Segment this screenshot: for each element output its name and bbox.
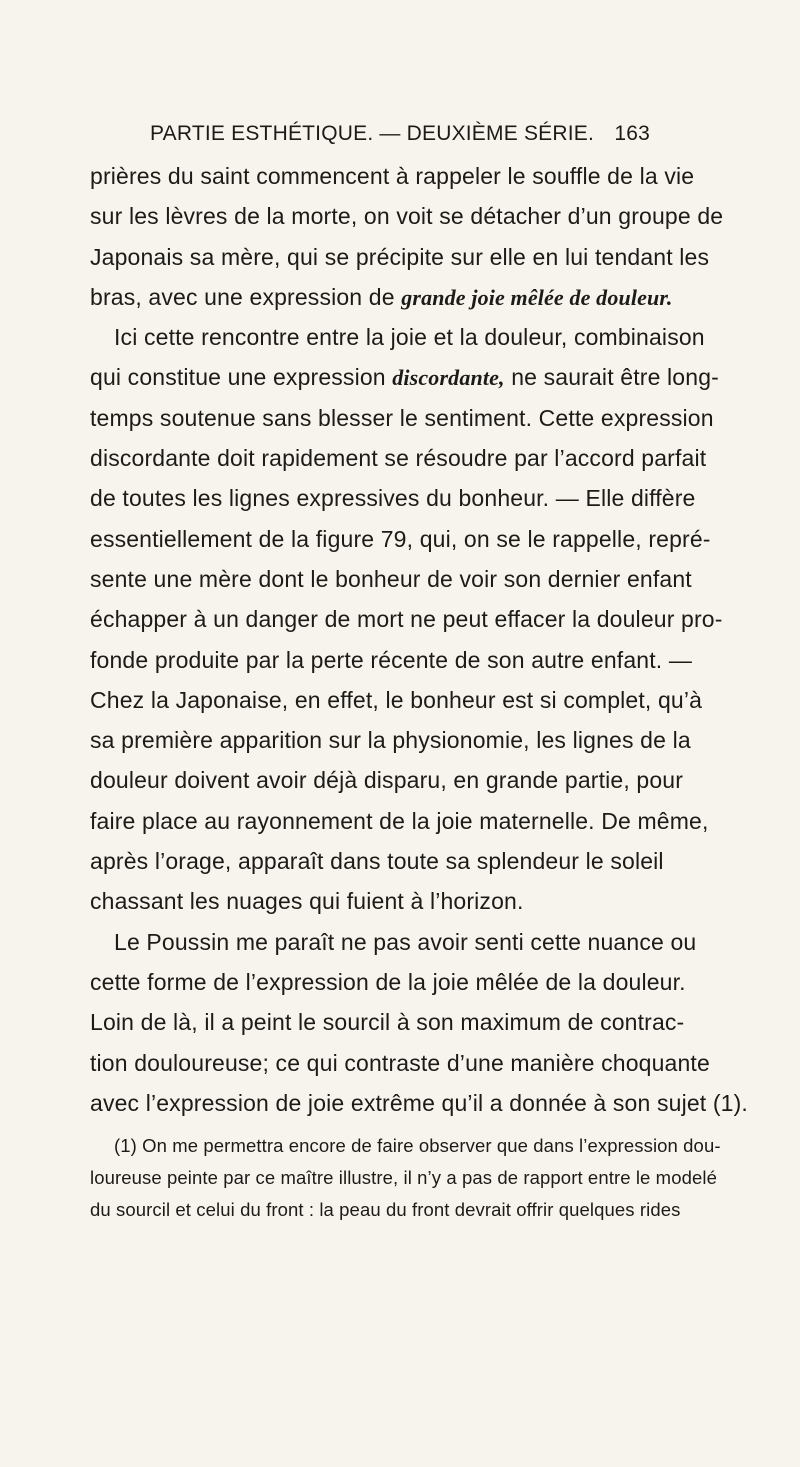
text-line: Japonais sa mère, qui se précipite sur elle en lui tendant les xyxy=(90,243,710,270)
footnote-line: loureuse peinte par ce maître illustre, il n’y a pas de rapport entre le modelé xyxy=(90,1167,717,1188)
text-line: Loin de là, il a peint le sourcil à son maximum de contrac- xyxy=(90,1009,685,1036)
main-text xyxy=(90,156,748,1123)
italic-phrase: grande joie mêlée de douleur. xyxy=(401,284,673,310)
footnote-line: (1) On me permettra encore de faire observer que dans l’expression dou- xyxy=(114,1135,721,1156)
text-line: tion douloureuse; ce qui contraste d’une manière choquante xyxy=(90,1049,710,1076)
text-line: sente une mère dont le bonheur de voir son dernier enfant xyxy=(90,565,692,592)
text-line: fonde produite par la perte récente de son autre enfant. — xyxy=(90,646,692,673)
text-line: sa première apparition sur la physionomie, les lignes de la xyxy=(90,727,691,754)
text-line: temps soutenue sans blesser le sentiment. Cette expression xyxy=(90,404,714,431)
text-run: qui constitue une expression xyxy=(90,364,393,391)
text-line: discordante doit rapidement se résoudre par l’accord parfait xyxy=(90,445,707,472)
page-header xyxy=(150,122,650,152)
text-line: sur les lèvres de la morte, on voit se détacher d’un groupe de xyxy=(90,203,724,230)
text-line xyxy=(90,357,719,397)
text-line: chassant les nuages qui fuient à l’horizon. xyxy=(90,888,524,915)
page-number: 163 xyxy=(614,122,650,145)
text-line xyxy=(90,277,673,317)
text-line: Le Poussin me paraît ne pas avoir senti cette nuance ou xyxy=(114,928,697,955)
text-line: essentiellement de la figure 79, qui, on se le rappelle, repré- xyxy=(90,525,711,552)
text-line: cette forme de l’expression de la joie mêlée de la douleur. xyxy=(90,968,686,995)
text-line: avec l’expression de joie extrême qu’il a donnée à son sujet (1). xyxy=(90,1089,748,1116)
text-line: après l’orage, apparaît dans toute sa splendeur le soleil xyxy=(90,848,664,875)
italic-word: discordante, xyxy=(392,365,505,391)
text-line: faire place au rayonnement de la joie maternelle. De même, xyxy=(90,807,709,834)
running-head: PARTIE ESTHÉTIQUE. — DEUXIÈME SÉRIE. xyxy=(150,122,595,145)
text-line: Ici cette rencontre entre la joie et la douleur, combinaison xyxy=(114,324,705,351)
footnote xyxy=(90,1130,721,1226)
text-line: douleur doivent avoir déjà disparu, en grande partie, pour xyxy=(90,767,684,794)
text-run: ne saurait être long- xyxy=(504,364,719,391)
text-line: prières du saint commencent à rappeler le souffle de la vie xyxy=(90,163,695,189)
text-line: Chez la Japonaise, en effet, le bonheur est si complet, qu’à xyxy=(90,686,703,713)
text-run: bras, avec une expression de xyxy=(90,283,402,310)
text-line: de toutes les lignes expressives du bonheur. — Elle diffère xyxy=(90,485,696,512)
text-line: échapper à un danger de mort ne peut effacer la douleur pro- xyxy=(90,606,723,633)
footnote-line: du sourcil et celui du front : la peau du front devrait offrir quelques rides xyxy=(90,1199,681,1220)
